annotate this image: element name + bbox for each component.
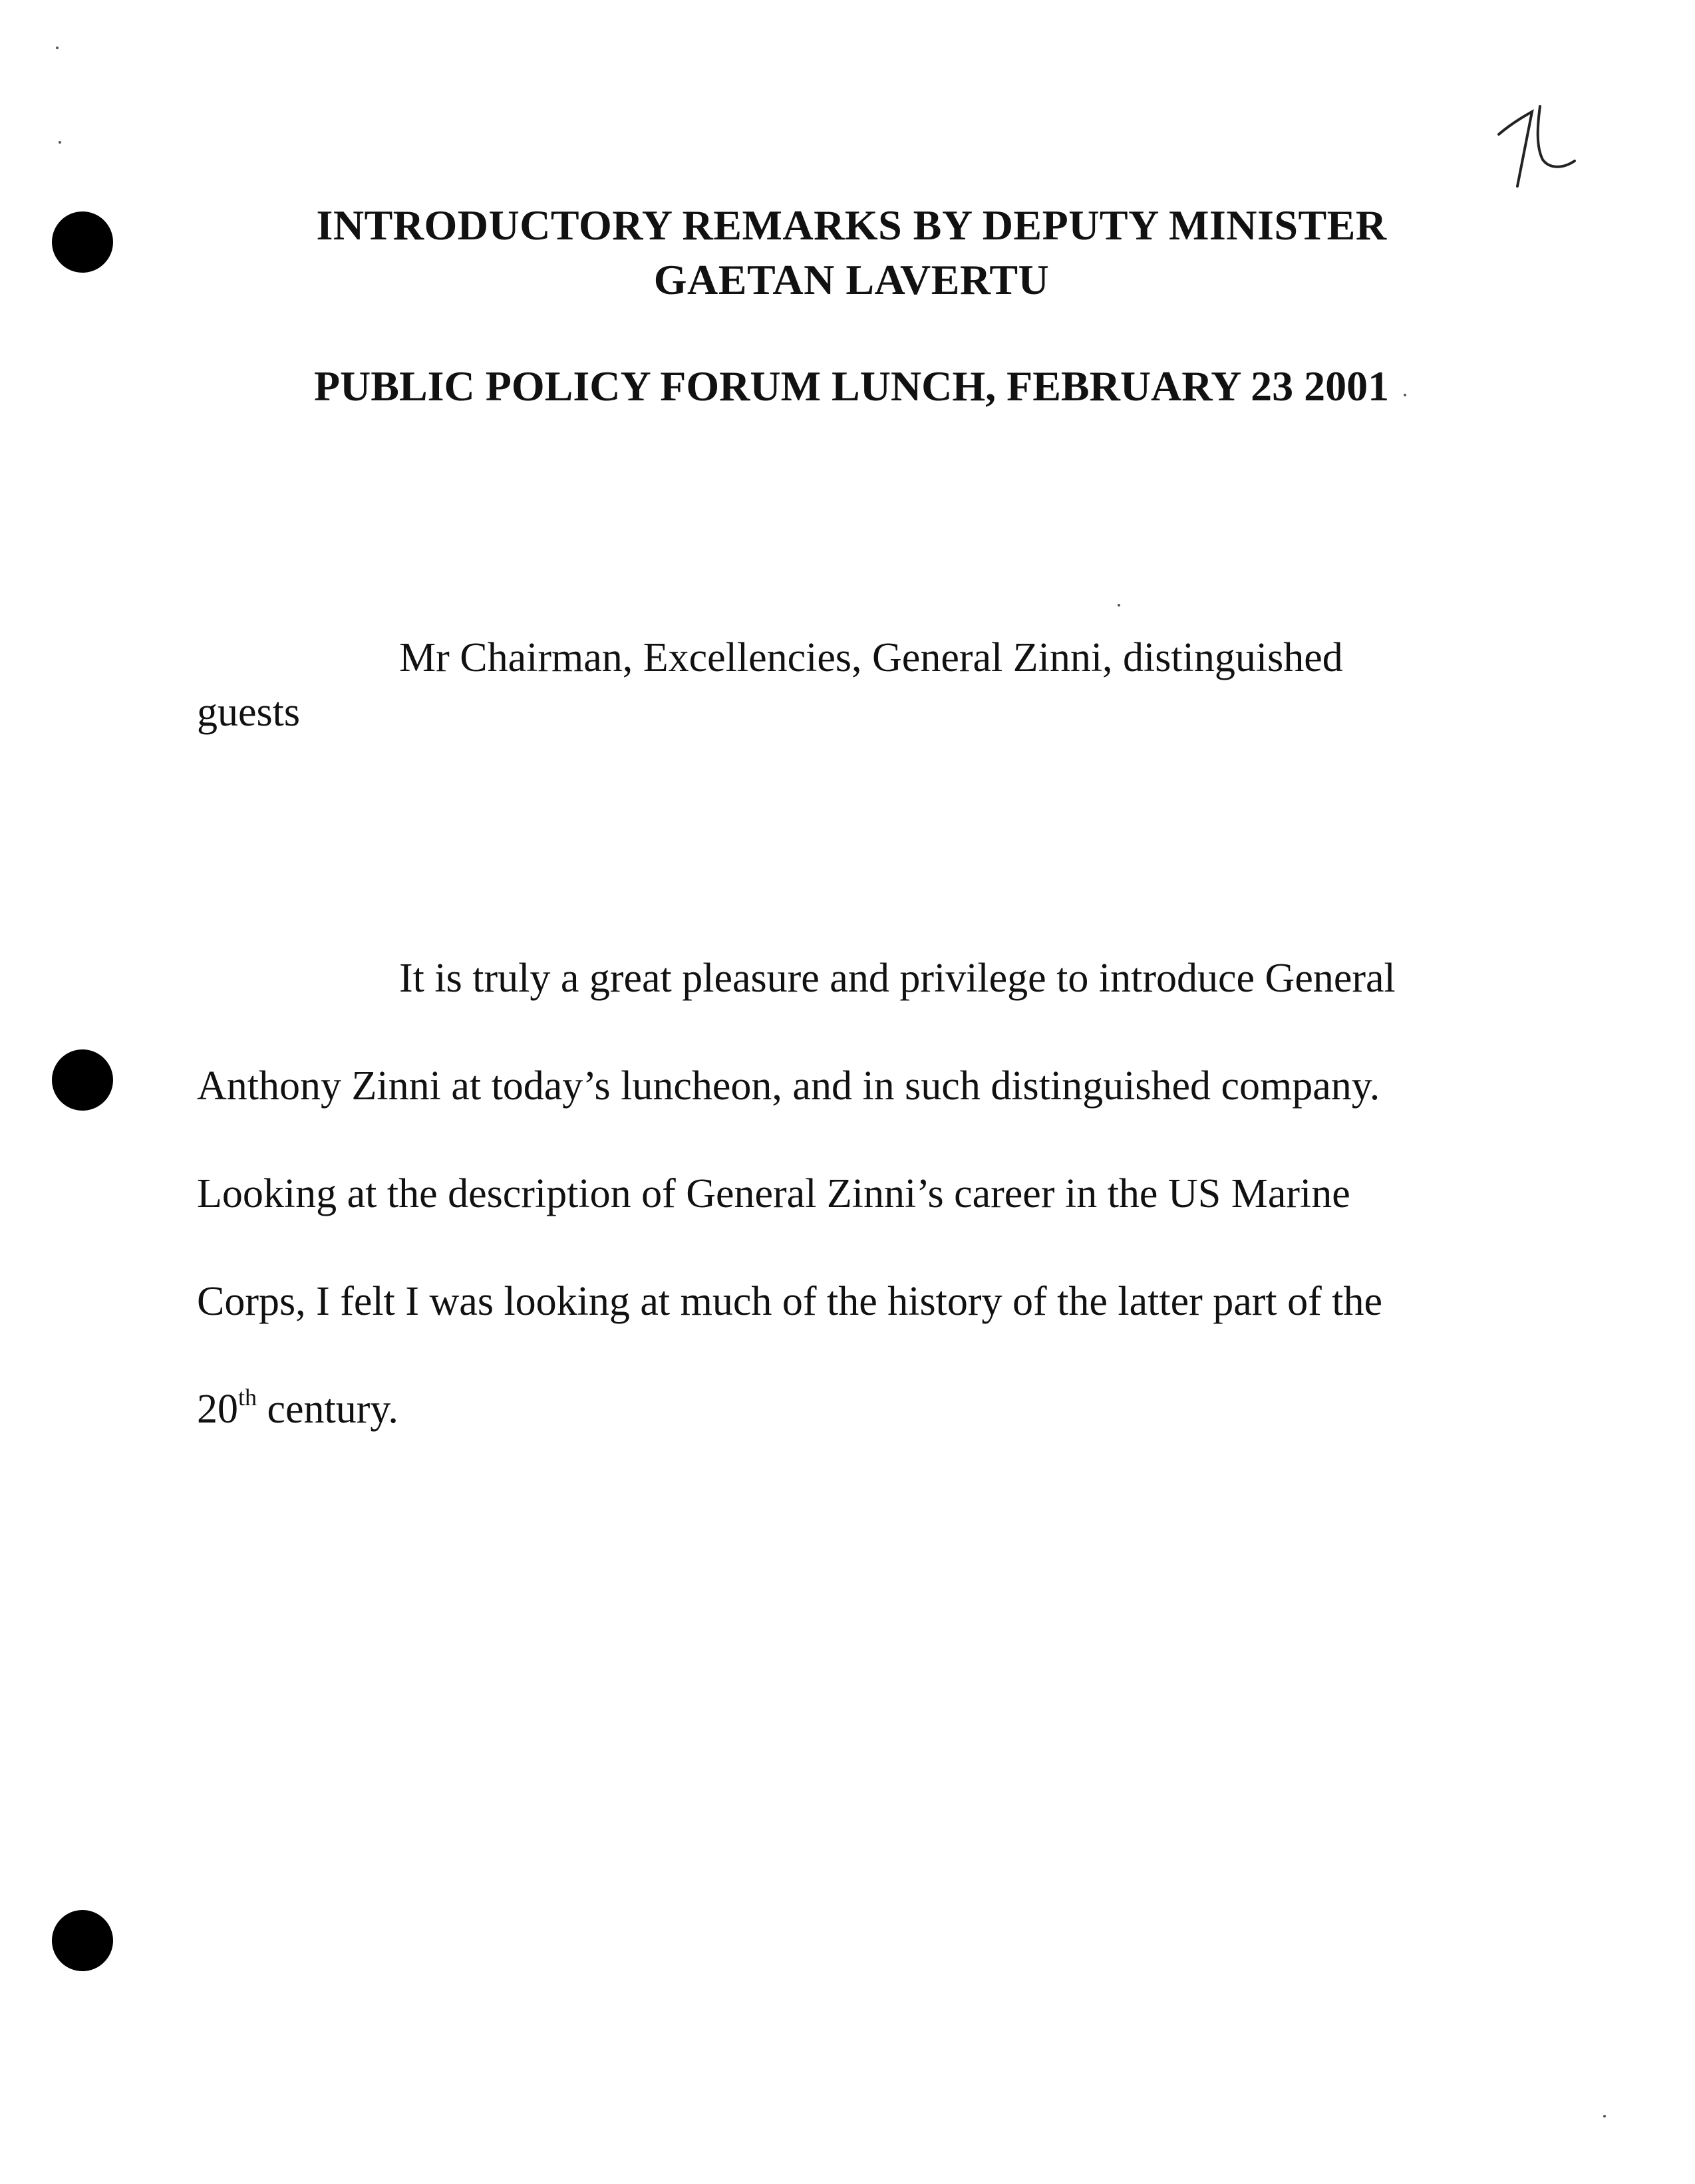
century-text: century.	[257, 1387, 398, 1432]
salutation-line: guests	[197, 690, 300, 735]
century-number: 20	[197, 1387, 238, 1432]
speaker-name: GAETAN LAVERTU	[653, 256, 1050, 303]
paragraph-line: Anthony Zinni at today’s luncheon, and in such distinguished company.	[197, 1063, 1380, 1109]
punch-hole	[52, 1910, 113, 1971]
scan-speck	[1603, 2115, 1606, 2117]
scan-speck	[56, 47, 59, 49]
paragraph-line: Corps, I felt I was looking at much of the history of the latter part of the	[197, 1279, 1383, 1324]
document-title: INTRODUCTORY REMARKS BY DEPUTY MINISTER	[316, 202, 1387, 249]
paragraph-line	[197, 1382, 398, 1436]
paragraph-line: It is truly a great pleasure and privilege to introduce General	[399, 956, 1396, 1001]
paragraph-line: Looking at the description of General Zinni’s career in the US Marine	[197, 1171, 1350, 1216]
salutation-line: Mr Chairman, Excellencies, General Zinni, distinguished	[399, 635, 1343, 680]
scan-speck	[1118, 604, 1120, 607]
punch-hole	[52, 1049, 113, 1111]
event-heading: PUBLIC POLICY FORUM LUNCH, FEBRUARY 23 2001	[313, 362, 1390, 410]
scan-speck	[59, 141, 61, 144]
handwritten-mark-icon	[1493, 100, 1580, 193]
ordinal-suffix: th	[238, 1384, 257, 1411]
